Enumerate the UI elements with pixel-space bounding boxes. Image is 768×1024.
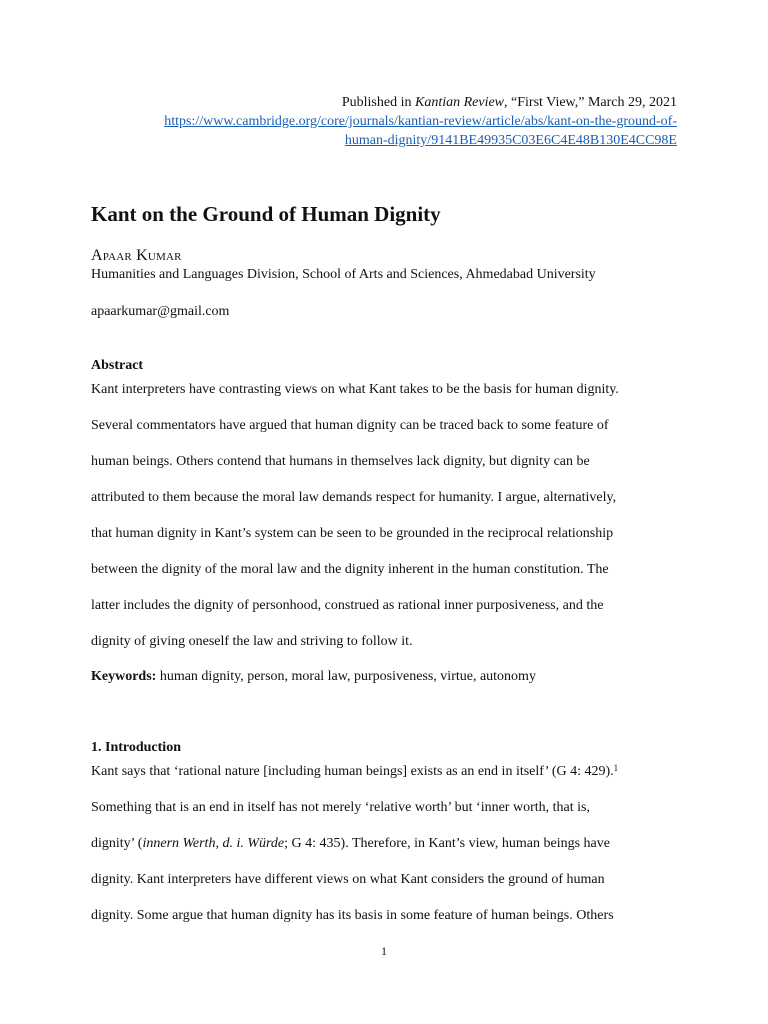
intro-line: dignity. Kant interpreters have different views on what Kant considers the ground of human xyxy=(91,872,605,887)
doi-link-line-1[interactable]: https://www.cambridge.org/core/journals/kantian-review/article/abs/kant-on-the-ground-of- xyxy=(164,114,677,129)
publication-line: Published in Kantian Review, “First View,” March 29, 2021 xyxy=(341,95,677,110)
german-quote: innern Werth, d. i. Würde xyxy=(142,836,285,851)
intro-line: Kant says that ‘rational nature [including human beings] exists as an end in itself’ (G 4: 429).$^1$ xyxy=(91,763,619,779)
abstract-heading: Abstract xyxy=(91,358,144,373)
doi-link-line-2[interactable]: human-dignity/9141BE49935C03E6C4E48B130E4CC98E xyxy=(344,133,677,148)
intro-line: dignity’ (innern Werth, d. i. Würde; G 4: 435). Therefore, in Kant’s view, human beings have xyxy=(91,836,610,851)
author-email: apaarkumar@gmail.com xyxy=(91,304,230,319)
page-number: 1 xyxy=(381,944,387,958)
abstract-line: that human dignity in Kant’s system can be seen to be grounded in the reciprocal relationship xyxy=(91,526,614,541)
intro-line: Something that is an end in itself has not merely ‘relative worth’ but ‘inner worth, that is, xyxy=(91,800,590,815)
abstract-line: attributed to them because the moral law demands respect for humanity. I argue, alternatively, xyxy=(91,490,617,505)
abstract-line: human beings. Others contend that humans in themselves lack dignity, but dignity can be xyxy=(91,454,590,469)
author-name: Apaar Kumar xyxy=(91,247,182,264)
footnote-marker[interactable]: 1 xyxy=(613,763,619,773)
keywords-list: human dignity, person, moral law, purposiveness, virtue, autonomy xyxy=(156,669,536,684)
intro-line: dignity. Some argue that human dignity has its basis in some feature of human beings. Others xyxy=(91,908,614,923)
abstract-line: latter includes the dignity of personhood, construed as rational inner purposiveness, and the xyxy=(91,598,604,613)
publication-info xyxy=(164,93,677,150)
introduction-heading: 1. Introduction xyxy=(91,740,181,755)
doi-link[interactable] xyxy=(164,112,677,131)
keywords-label: Keywords: xyxy=(91,669,157,684)
introduction-body xyxy=(91,762,681,942)
abstract-line: dignity of giving oneself the law and striving to follow it. xyxy=(91,634,413,649)
journal-name: Kantian Review xyxy=(414,95,505,110)
keywords xyxy=(91,667,536,686)
abstract-line: Several commentators have argued that human dignity can be traced back to some feature of xyxy=(91,418,609,433)
paper-title: Kant on the Ground of Human Dignity xyxy=(91,202,441,226)
abstract-line: Kant interpreters have contrasting views on what Kant takes to be the basis for human dignity. xyxy=(91,382,619,397)
abstract-body xyxy=(91,380,681,668)
abstract-line: between the dignity of the moral law and the dignity inherent in the human constitution. The xyxy=(91,562,609,577)
author-affiliation: Humanities and Languages Division, School of Arts and Sciences, Ahmedabad University xyxy=(91,267,596,282)
